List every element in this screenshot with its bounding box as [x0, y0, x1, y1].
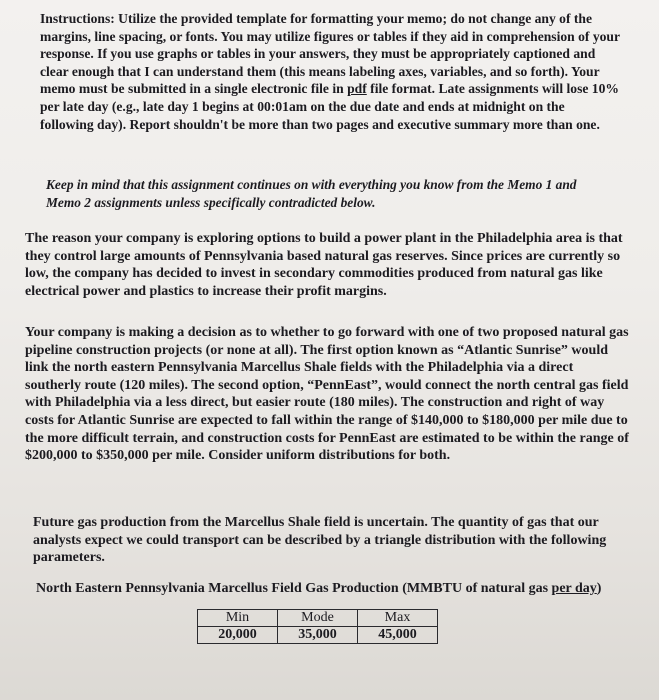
table-header-row	[198, 610, 438, 627]
table-caption-text: North Eastern Pennsylvania Marcellus Field Gas Production (MMBTU of natural gas	[36, 581, 552, 596]
pdf-format-word: pdf	[347, 81, 367, 97]
pipeline-options-paragraph: Your company is making a decision as to whether to go forward with one of two proposed natural gas pipeline construction projects (or none at all). The first option known as “Atlantic Sunrise” would link the north eastern Pennsylvania Marcellus Shale fields with the Philadelphia via a direct southerly route (120 miles). The second option, “PennEast”, would connect the north central gas field with Philadelphia via a less direct, but easier route (180 miles). The construction and right of way costs for Atlantic Sunrise are expected to fall within the range of $140,000 to $180,000 per mile due to the more difficult terrain, and construction costs for PennEast are estimated to be within the range of $200,000 to $350,000 per mile. Consider uniform distributions for both.	[25, 325, 629, 464]
value-min: 20,000	[198, 627, 278, 644]
header-min: Min	[198, 610, 278, 627]
header-max: Max	[358, 610, 438, 627]
instructions-text-a: Utilize the provided template for formatting your memo; do not change any of the margins, line spacing, or fonts. You may utilize figures or tables if they aid in comprehension of your response. If you use graphs or tables in your answers, they must be appropriately captioned and clear enough that I can understand them (this means labeling axes, variables, and so forth). Your memo must be submitted in a single electronic file in	[40, 11, 620, 97]
instructions-text-b: file format. Late assignments will lose 10% per late day (e.g., late day 1 begins at 00:01am on the due date and ends at midnight on the following day). Report shouldn't be more than two pages and executive summary more than one.	[40, 81, 619, 132]
table-caption-close: )	[596, 581, 602, 596]
header-mode: Mode	[278, 610, 358, 627]
value-mode: 35,000	[278, 627, 358, 644]
value-max: 45,000	[358, 627, 438, 644]
table-caption	[36, 580, 636, 598]
gas-production-table	[197, 609, 438, 644]
memo-continuation-note: Keep in mind that this assignment continues on with everything you know from the Memo 1 and Memo 2 assignments unless specifically contradicted below.	[46, 177, 577, 210]
instructions-label: Instructions:	[40, 11, 115, 26]
gas-production-paragraph: Future gas production from the Marcellus Shale field is uncertain. The quantity of gas that our analysts expect we could transport can be described by a triangle distribution with the following parameters.	[33, 515, 607, 566]
power-plant-paragraph: The reason your company is exploring options to build a power plant in the Philadelphia area is that they control large amounts of Pennsylvania based natural gas reserves. Since prices are currently so low, the company has decided to invest in secondary commodities produced from natural gas like electrical power and plastics to increase their profit margins.	[25, 231, 623, 299]
instructions-paragraph	[40, 10, 620, 133]
table-caption-units: per day	[551, 581, 597, 596]
table-row	[198, 627, 438, 644]
